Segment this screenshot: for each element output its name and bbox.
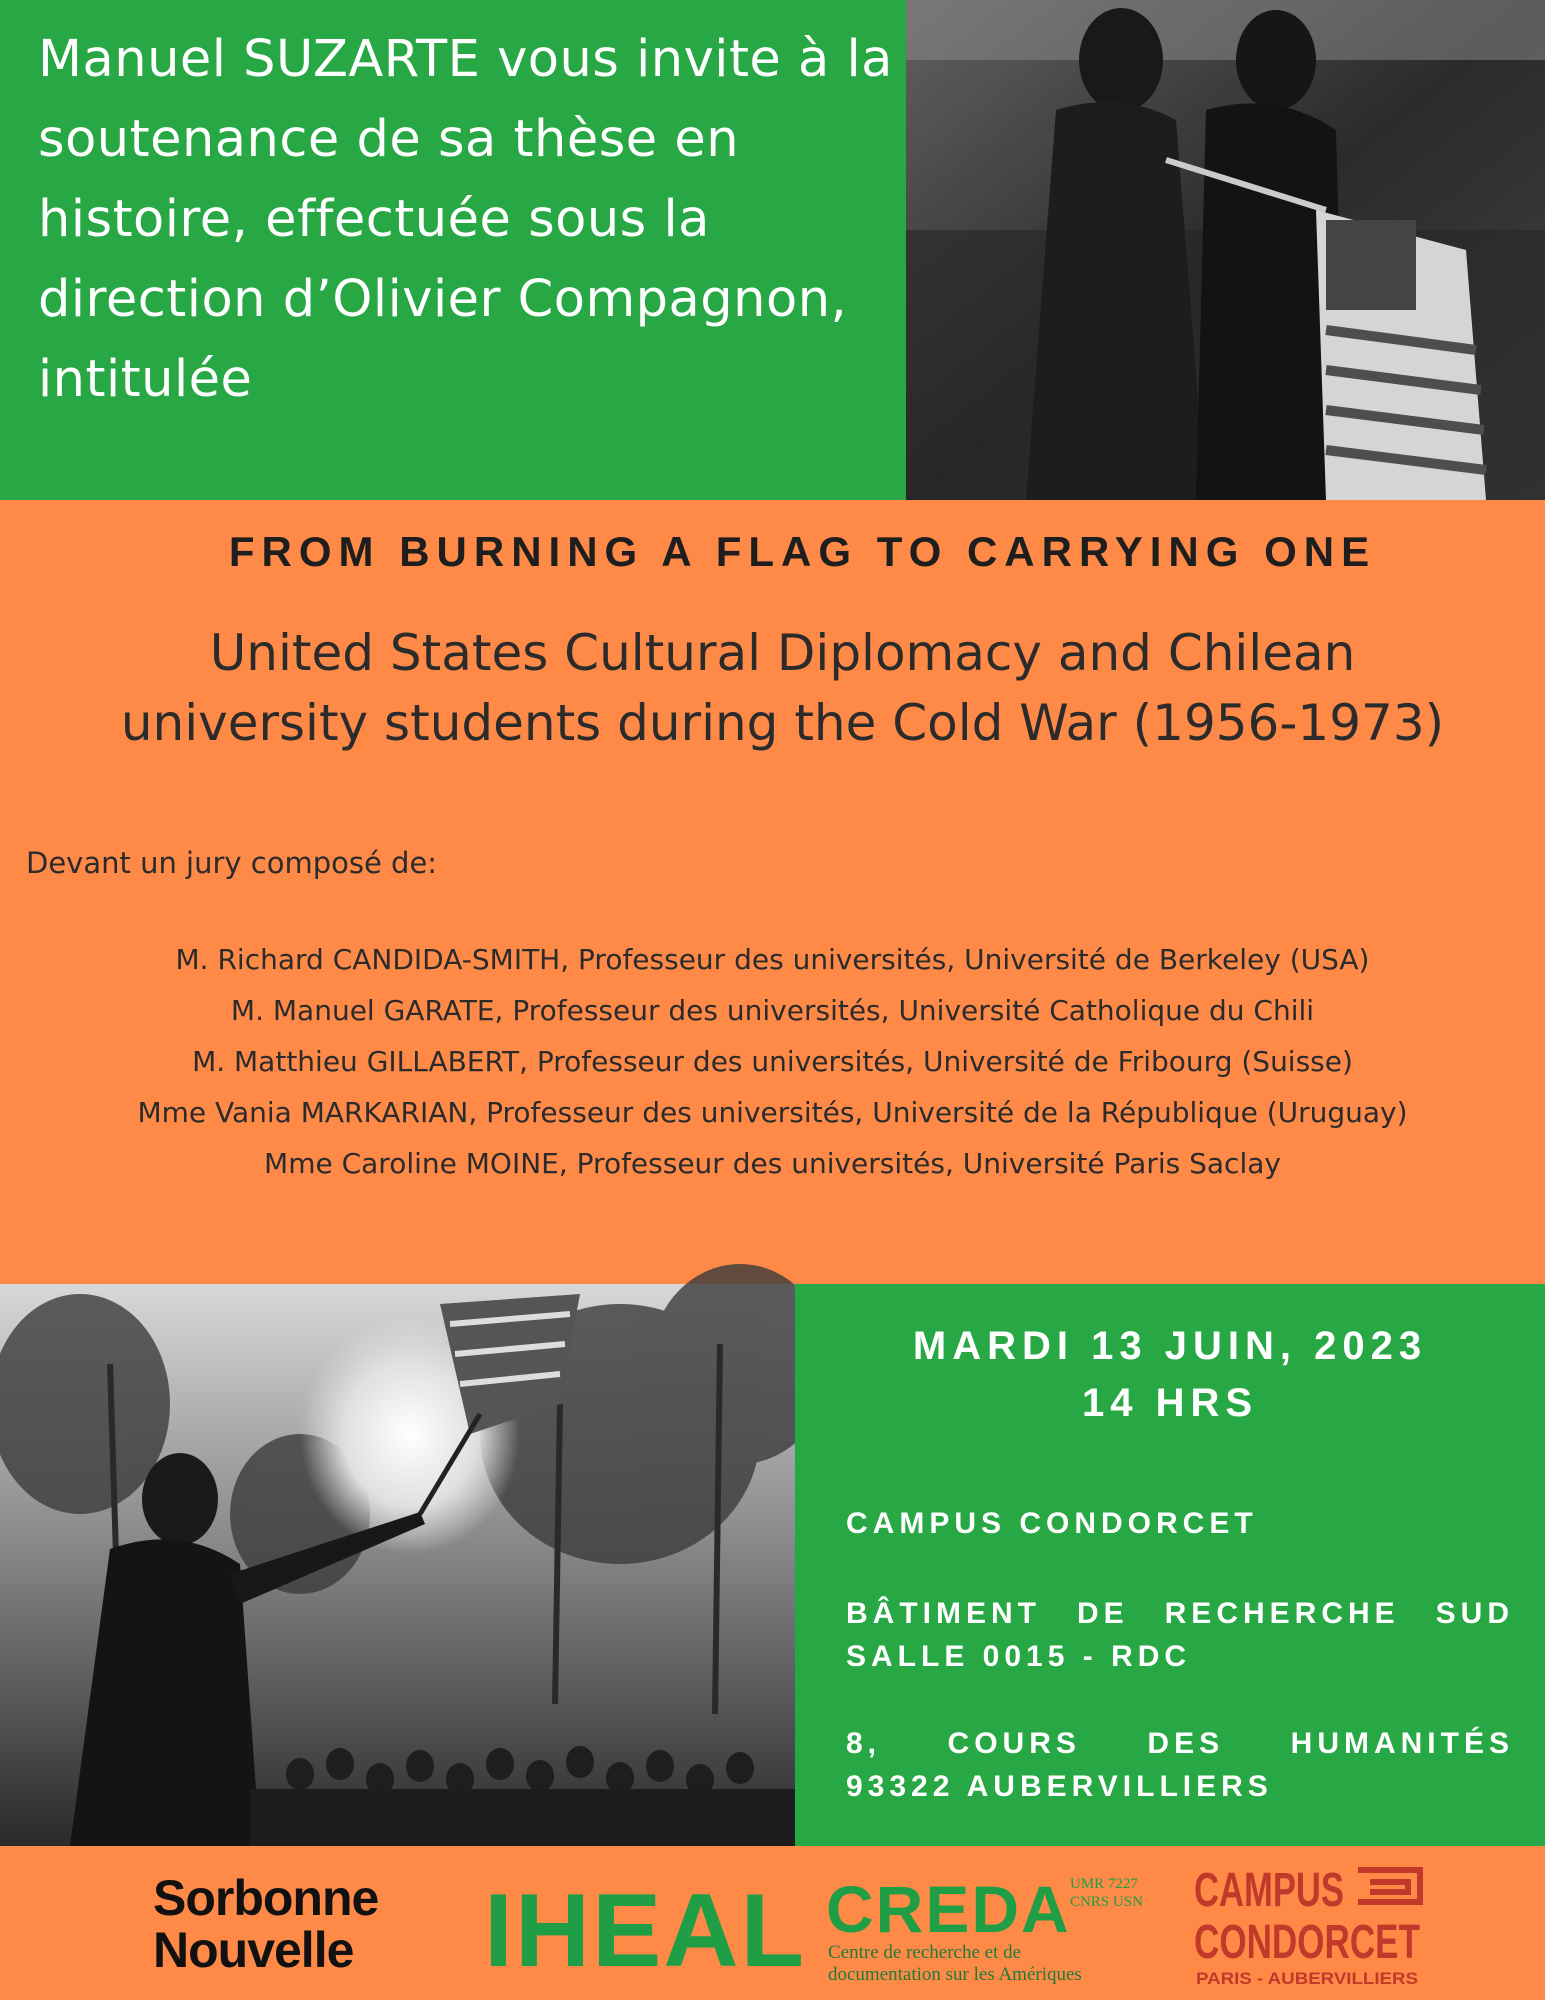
creda-logo-text: CREDA	[826, 1872, 1071, 1946]
campus-condorcet-logo	[1190, 1862, 1430, 1988]
sorbonne-logo-line1: Sorbonne	[153, 1870, 379, 1926]
campus-logo-line1: CAMPUS	[1194, 1864, 1344, 1917]
sorbonne-nouvelle-logo	[153, 1872, 433, 1976]
photo-flag-burning	[0, 1284, 795, 1846]
jury-list	[0, 934, 1545, 1189]
event-city: 93322 AUBERVILLIERS	[846, 1770, 1273, 1803]
event-building: BÂTIMENT DE RECHERCHE SUD	[846, 1597, 1514, 1630]
event-room: SALLE 0015 - RDC	[846, 1640, 1192, 1673]
photo-students-carrying-flag-image	[906, 0, 1545, 500]
thesis-subtitle-line: United States Cultural Diplomacy and Chilean	[209, 624, 1356, 682]
creda-logo	[826, 1868, 1156, 1986]
campus-logo-line2: CONDORCET	[1194, 1916, 1420, 1969]
jury-intro: Devant un jury composé de:	[26, 846, 438, 880]
thesis-subtitle-line: university students during the Cold War (1956-1973)	[120, 694, 1445, 752]
creda-desc-line2: documentation sur les Amériques	[828, 1964, 1082, 1985]
iheal-logo	[484, 1858, 806, 1989]
iheal-logo-text: IHEAL	[484, 1873, 806, 1989]
photo-flag-burning-image	[0, 1284, 795, 1846]
intro-text: Manuel SUZARTE vous invite à la soutenance de sa thèse en histoire, effectuée sous la direction d’Olivier Compagnon, intitulée	[38, 30, 893, 409]
creda-umr-text: UMR 7227	[1070, 1876, 1138, 1892]
thesis-subtitle	[0, 618, 1545, 758]
event-time: 14 HRS	[1081, 1381, 1259, 1425]
jury-member: Mme Vania MARKARIAN, Professeur des universités, Université de la République (Uruguay)	[137, 1096, 1408, 1129]
event-campus: CAMPUS CONDORCET	[846, 1507, 1258, 1540]
jury-member: Mme Caroline MOINE, Professeur des universités, Université Paris Saclay	[264, 1147, 1281, 1180]
creda-cnrs-text: CNRS USN	[1070, 1894, 1143, 1910]
event-street: 8, COURS DES HUMANITÉS	[846, 1727, 1514, 1760]
thesis-title: FROM BURNING A FLAG TO CARRYING ONE	[228, 528, 1377, 575]
campus-logo-line3: PARIS - AUBERVILLIERS	[1196, 1969, 1418, 1988]
photo-students-carrying-flag	[906, 0, 1545, 500]
jury-member: M. Matthieu GILLABERT, Professeur des universités, Université de Fribourg (Suisse)	[192, 1045, 1353, 1078]
campus-logo-emblem	[1358, 1870, 1420, 1902]
jury-member: M. Manuel GARATE, Professeur des universités, Université Catholique du Chili	[230, 994, 1315, 1027]
creda-desc-line1: Centre de recherche et de	[828, 1942, 1022, 1963]
event-date: MARDI 13 JUIN, 2023	[912, 1324, 1428, 1368]
jury-member: M. Richard CANDIDA-SMITH, Professeur des universités, Université de Berkeley (USA)	[175, 943, 1370, 976]
sorbonne-logo-line2: Nouvelle	[153, 1922, 354, 1978]
